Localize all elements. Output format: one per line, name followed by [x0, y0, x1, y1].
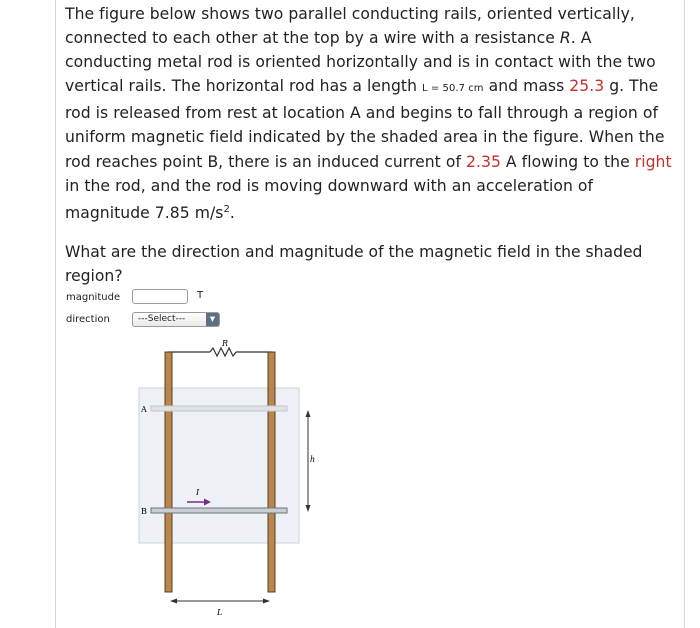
direction-label: direction — [66, 314, 110, 325]
length-inline: L = 50.7 cm — [422, 83, 484, 95]
right-rail — [268, 352, 275, 592]
resistor-label: R — [222, 339, 229, 348]
height-arrow-head-top — [306, 410, 311, 417]
rod-position-b — [151, 508, 287, 513]
length-arrow-head-left — [170, 599, 177, 604]
current-label: I — [196, 488, 200, 497]
resistor-zigzag — [210, 348, 236, 356]
magnitude-label: magnitude — [66, 292, 121, 303]
current-value: 2.35 — [466, 152, 501, 171]
left-rail — [165, 352, 172, 592]
magnitude-unit: T — [197, 290, 204, 301]
point-b-label: B — [141, 507, 147, 516]
direction-selected-value: ---Select--- — [138, 314, 186, 324]
direction-select[interactable] — [132, 312, 220, 327]
point-a-label: A — [141, 405, 147, 414]
length-label: L — [217, 608, 223, 617]
rails-figure — [130, 338, 330, 622]
length-arrow-head-right — [263, 599, 270, 604]
current-direction: right — [634, 152, 672, 171]
chevron-down-icon: ▼ — [206, 313, 219, 326]
question-text: What are the direction and magnitude of the magnetic field in the shaded region? — [65, 243, 643, 285]
height-arrow-head-bottom — [306, 505, 311, 512]
problem-text: The figure below shows two parallel conducting rails, oriented vertically, connected to each other at the top by a wire with a resistance R. A conducting metal rod is oriented horizontally and is in contact with the two vertical rails. The horizontal rod has a length L = 50.7 cm and mass 25.3 g. The rod is released from rest at location A and begins to fall through a region of uniform magnetic field indicated by the shaded area in the figure. When the rod reaches point B, there is an induced current of 2.35 A flowing to the right in the rod, and the rod is moving downward with an acceleration of magnitude 7.85 $m/s^2$. — [65, 5, 672, 222]
magnitude-input[interactable] — [132, 289, 188, 304]
mass-value: 25.3 — [569, 77, 605, 96]
rod-position-a — [151, 406, 287, 411]
height-label: h — [310, 455, 316, 464]
